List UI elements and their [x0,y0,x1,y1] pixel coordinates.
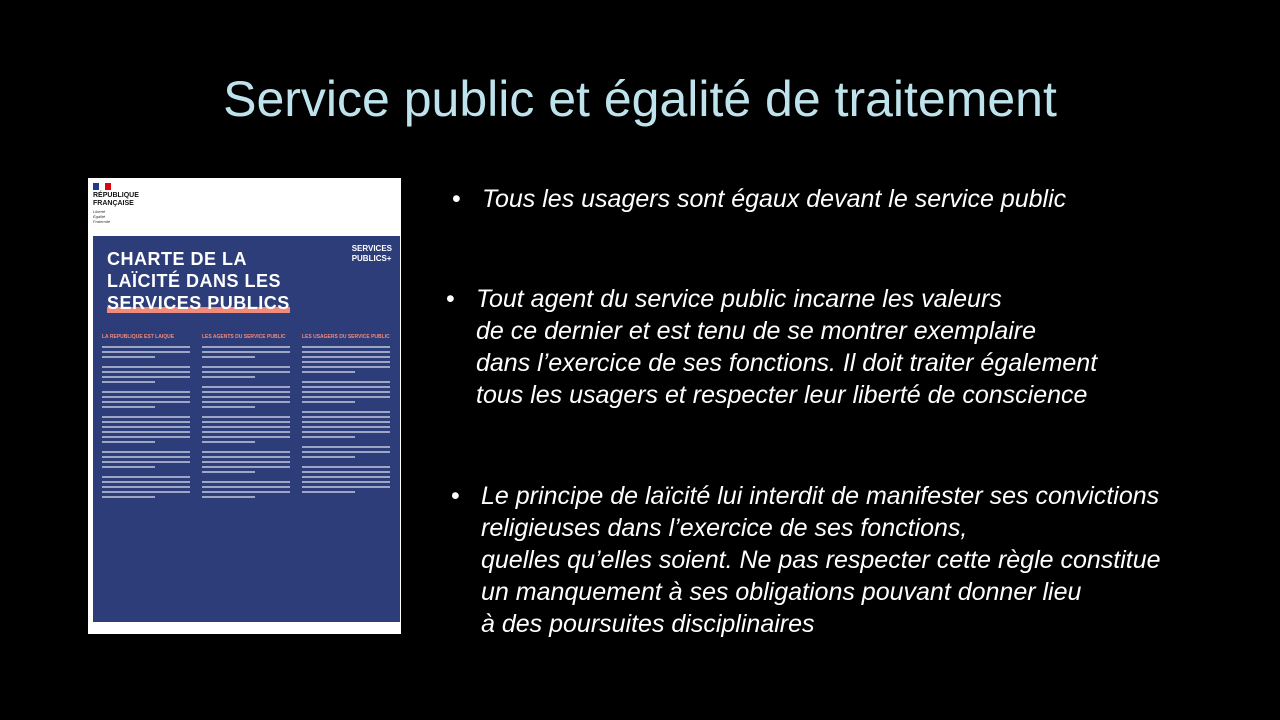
bullet-line: dans l’exercice de ses fonctions. Il doit traiter également [476,349,1098,377]
republic-line-2: FRANÇAISE [93,200,134,207]
doc-column-heading: LES USAGERS DU SERVICE PUBLIC [302,334,390,340]
bullet-line: religieuses dans l’exercice de ses fonctions, [481,514,968,542]
services-line-1: SERVICES [351,244,392,253]
bullet-laicite-principle [451,480,1161,640]
doc-column-heading: LES AGENTS DU SERVICE PUBLIC [202,334,286,340]
bullet-line: Le principe de laïcité lui interdit de manifester ses convictions [481,482,1160,510]
motto-2: Égalité [93,214,106,219]
doc-column-heading: LA RÉPUBLIQUE EST LAÏQUE [102,334,175,340]
motto-1: Liberté [93,209,106,214]
motto-3: Fraternité [93,219,111,224]
slide-title: Service public et égalité de traitement [223,71,1057,127]
doc-column-2 [202,334,290,501]
doc-column-3 [302,334,390,496]
services-line-2: PUBLICS+ [351,254,392,263]
bullet-agent-duties [446,283,1098,411]
bullet-line: un manquement à ses obligations pouvant donner lieu [481,578,1082,606]
bullet-dot-icon: • [452,185,461,213]
bullet-line: à des poursuites disciplinaires [481,610,815,638]
bullet-line: quelles qu’elles soient. Ne pas respecter cette règle constitue [481,546,1161,574]
doc-body [93,236,400,622]
bullet-equality-of-users [452,183,1067,215]
laicite-charter-image [88,178,401,634]
doc-header [88,178,401,234]
bullet-dot-icon: • [446,285,455,313]
bullet-line: Tous les usagers sont égaux devant le service public [482,185,1067,213]
bullet-line: Tout agent du service public incarne les valeurs [476,285,1002,313]
bullet-line: tous les usagers et respecter leur liberté de conscience [476,381,1088,409]
republic-line-1: RÉPUBLIQUE [93,192,139,199]
doc-title [107,248,290,314]
bullet-line: de ce dernier et est tenu de se montrer exemplaire [476,317,1037,345]
motto [93,209,110,224]
french-flag-icon [93,183,111,190]
doc-title-line-3: SERVICES PUBLICS [107,293,290,313]
bullet-dot-icon: • [451,482,460,510]
republic-label [93,192,139,208]
doc-column-1 [102,334,190,501]
doc-title-line-2: LAÏCITÉ DANS LES [107,271,282,291]
doc-title-line-1: CHARTE DE LA [107,249,247,269]
services-publics-logo [352,244,392,264]
